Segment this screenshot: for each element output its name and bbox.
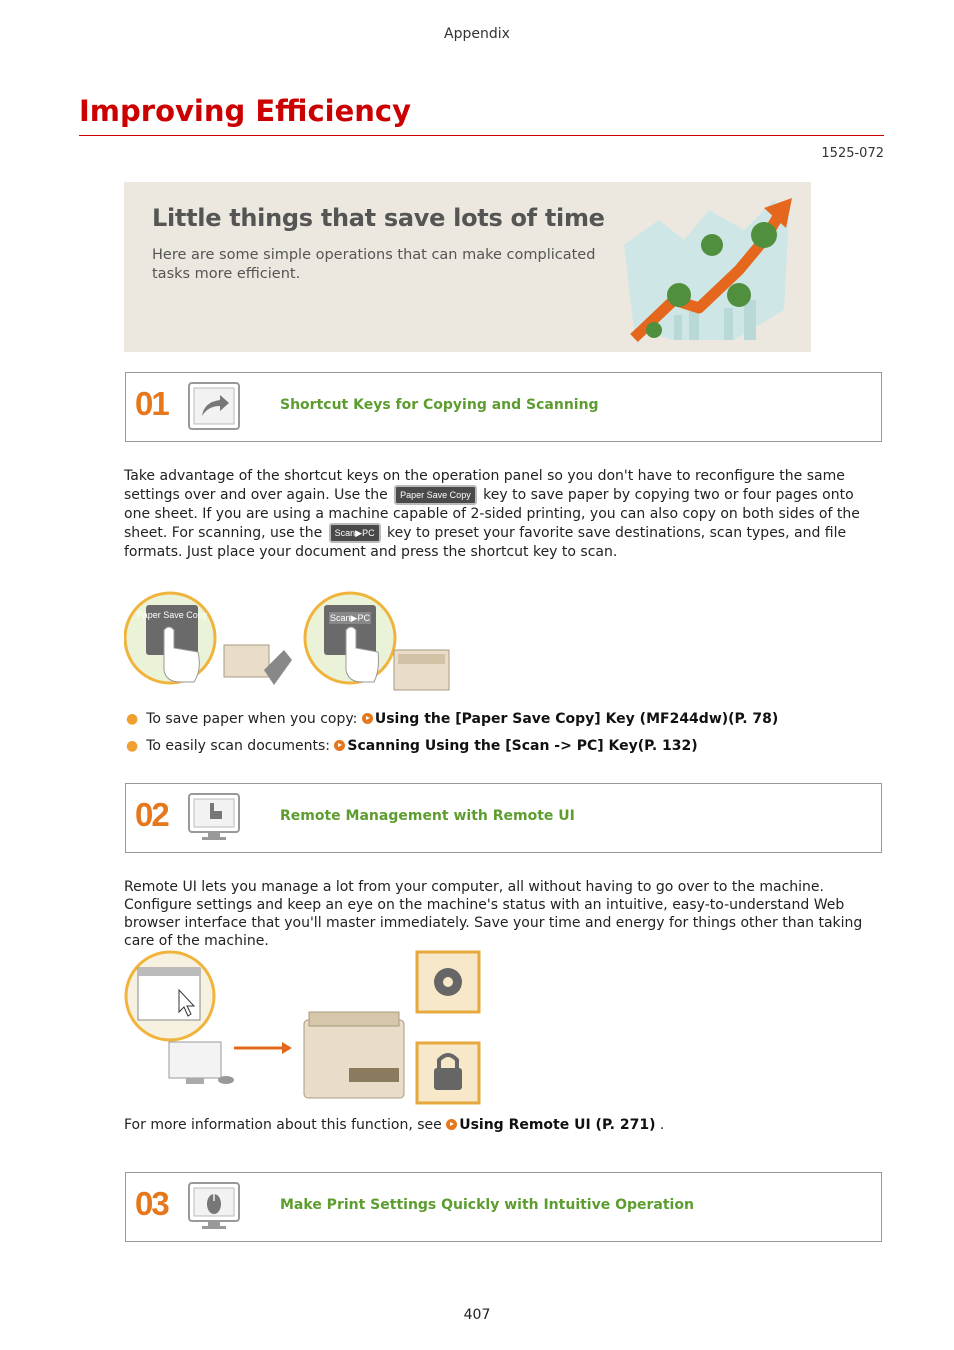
scan-to-pc-link[interactable]: Scanning Using the [Scan -> PC] Key(P. 132) (334, 738, 697, 754)
monitor-hand-icon (188, 793, 240, 841)
illus-scan-pc-label: Scan▶PC (330, 613, 370, 623)
page-title: Improving Efficiency (79, 94, 412, 128)
section-label: Shortcut Keys for Copying and Scanning (280, 397, 599, 413)
section-03-header (125, 1172, 882, 1242)
bullet-item: ● To easily scan documents: Scanning Using the [Scan -> PC] Key(P. 132) (126, 738, 698, 754)
bullet-item: ● To save paper when you copy: Using the [Paper Save Copy] Key (MF244dw)(P. 78) (126, 711, 779, 727)
paper-save-copy-key: Paper Save Copy (394, 485, 477, 505)
title-rule (79, 135, 884, 136)
section-number: 01 (135, 385, 168, 422)
paper-save-copy-link[interactable]: Using the [Paper Save Copy] Key (MF244dw)(P. 78) (362, 711, 778, 727)
remote-ui-illustration (124, 950, 484, 1108)
link-arrow-icon (362, 713, 373, 724)
section-01-header (125, 372, 882, 442)
illus-paper-save-label: Paper Save Copy (136, 610, 208, 620)
running-header: Appendix (444, 26, 510, 42)
link-arrow-icon (446, 1119, 457, 1130)
banner-subtitle: Here are some simple operations that can make complicated tasks more efficient. (152, 247, 596, 282)
section-label: Make Print Settings Quickly with Intuitive Operation (280, 1197, 694, 1213)
section-number: 02 (135, 796, 168, 833)
remote-ui-link[interactable]: Using Remote UI (P. 271) (446, 1117, 655, 1133)
shortcut-arrow-icon (188, 382, 240, 430)
section-label: Remote Management with Remote UI (280, 808, 575, 824)
more-info-line: For more information about this function, see Using Remote UI (P. 271) . (124, 1117, 665, 1133)
banner-title: Little things that save lots of time (152, 204, 605, 232)
section-02-paragraph: Remote UI lets you manage a lot from your computer, all without having to go over to the machine. Configure settings and keep an eye on the machine's status with an intuitive, easy-to-understand Web browser interface that you'll master immediately. Save your time and energy for things other than taking care of the machine. (124, 879, 863, 949)
scan-pc-key: Scan▶PC (329, 523, 381, 543)
section-01-paragraph: Take advantage of the shortcut keys on the operation panel so you don't have to reconfigure the same settings over and over again. Use the Paper Save Copy key to save paper by copying two or four pages onto one sheet. If you are using a machine capable of 2-sided printing, you can also copy on both sides of the sheet. For scanning, use the Scan▶PC key to preset your favorite save destinations, scan types, and file formats. Just place your document and press the shortcut key to scan. (124, 468, 860, 560)
hero-banner (124, 182, 811, 352)
growth-arrow-illustration (614, 190, 804, 350)
doc-id: 1525-072 (821, 146, 884, 161)
shortcut-keys-illustration (124, 590, 464, 698)
page-number: 407 (463, 1307, 491, 1323)
link-arrow-icon (334, 740, 345, 751)
section-number: 03 (135, 1185, 168, 1222)
section-02-header (125, 783, 882, 853)
monitor-mouse-icon (188, 1182, 240, 1230)
